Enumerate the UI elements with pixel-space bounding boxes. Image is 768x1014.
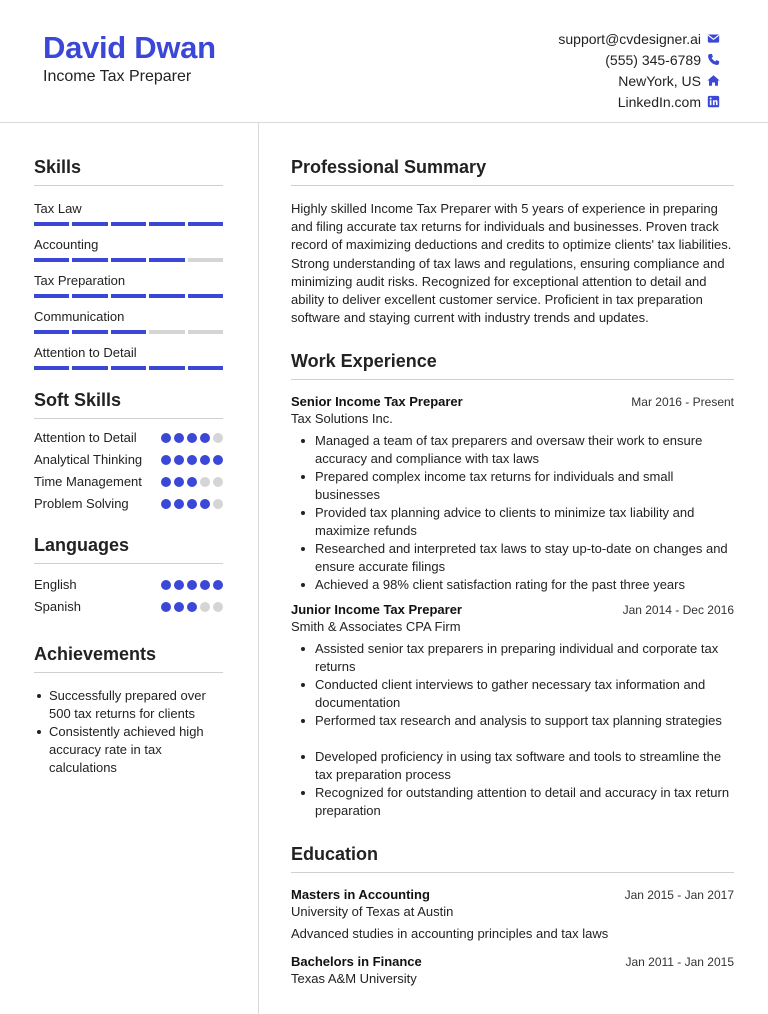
skill-name: Attention to Detail [34,345,137,360]
home-icon [707,74,720,87]
contact-linkedin-text: LinkedIn.com [617,93,701,110]
skills-section [34,157,223,370]
achievements-section [34,644,223,777]
education-description: Advanced studies in accounting principles and tax laws [291,926,609,942]
skill-level-bar [34,294,223,298]
education-header [291,954,734,969]
job-entry [291,394,734,594]
job-entry [291,602,734,820]
skill-level-segment [72,222,107,226]
education-school: University of Texas at Austin [291,904,454,920]
rating-dot [213,477,223,487]
skill-level-segment [188,258,223,262]
rating-dot [200,602,210,612]
rating-dot [213,455,223,465]
soft-skills-title: Soft Skills [34,390,223,419]
skill-level-segment [111,294,146,298]
rating-dot [213,499,223,509]
skill-name: Tax Preparation [34,273,126,288]
skills-list [34,200,223,370]
contact-email[interactable] [558,28,720,49]
job-bullet: Researched and interpreted tax laws to stay up-to-date on changes and ensure accurate filings [291,540,734,576]
skill-level-segment [149,222,184,226]
skill-level-segment [34,330,69,334]
job-bullet: Prepared complex income tax returns for individuals and small businesses [291,468,734,504]
rating-dot [200,455,210,465]
skill-level-segment [188,366,223,370]
right-column [291,123,734,986]
soft-skills-name: Time Management [34,474,142,489]
education-header [291,887,734,902]
skill-level-segment [72,258,107,262]
education-date: Jan 2011 - Jan 2015 [625,954,734,969]
work-section [291,351,734,820]
job-bullet: Conducted client interviews to gather necessary tax information and documentation [291,676,734,712]
rating-dot [187,580,197,590]
rating-dot [161,602,171,612]
soft-skills-item [34,473,223,491]
rating-dot [200,580,210,590]
soft-skills-name: Attention to Detail [34,430,137,445]
rating-dots [161,433,223,443]
job-bullets [291,432,734,594]
education-title: Education [291,844,734,873]
job-title: Junior Income Tax Preparer [291,602,462,618]
skill-level-segment [72,294,107,298]
rating-dots [161,499,223,509]
rating-dots [161,602,223,612]
resume-header [0,0,768,123]
skill-level-segment [149,366,184,370]
rating-dot [187,477,197,487]
languages-name: English [34,577,77,592]
job-bullets [291,640,734,820]
rating-dot [161,455,171,465]
skills-title: Skills [34,157,223,186]
rating-dot [187,455,197,465]
rating-dot [187,602,197,612]
work-list [291,394,734,820]
left-column [34,123,223,777]
rating-dot [200,433,210,443]
column-divider [258,123,259,1014]
job-company: Tax Solutions Inc. [291,411,393,427]
languages-item [34,598,223,616]
education-entry [291,954,734,986]
rating-dot [200,477,210,487]
achievements-title: Achievements [34,644,223,673]
skill-level-bar [34,330,223,334]
candidate-title: Income Tax Preparer [43,68,192,85]
summary-title: Professional Summary [291,157,734,186]
skill-item [34,236,223,262]
skill-item [34,308,223,334]
rating-dots [161,477,223,487]
education-list [291,887,734,985]
achievement-item: Consistently achieved high accuracy rate in tax calculations [34,723,223,777]
summary-section [291,157,734,327]
soft-skills-name: Analytical Thinking [34,452,143,467]
job-bullet: Assisted senior tax preparers in preparing individual and corporate tax returns [291,640,734,676]
contact-linkedin[interactable] [558,91,720,112]
job-bullet: Recognized for outstanding attention to detail and accuracy in tax return preparation [291,784,734,820]
skill-level-segment [34,294,69,298]
rating-dot [174,499,184,509]
skill-name: Communication [34,309,125,324]
skill-name: Accounting [34,237,99,252]
contact-list [558,28,720,112]
rating-dot [213,433,223,443]
job-bullet: Managed a team of tax preparers and oversaw their work to ensure accuracy and compliance with tax laws [291,432,734,468]
rating-dot [174,455,184,465]
linkedin-icon [707,95,720,108]
rating-dot [174,477,184,487]
skill-item [34,200,223,226]
job-header [291,602,734,617]
skill-level-segment [188,222,223,226]
phone-icon [707,53,720,66]
education-degree: Bachelors in Finance [291,953,422,969]
skill-level-segment [34,366,69,370]
languages-list [34,576,223,616]
envelope-icon [707,32,720,45]
job-bullet: Provided tax planning advice to clients to minimize tax liability and maximize refunds [291,504,734,540]
achievements-list [34,687,223,777]
languages-name: Spanish [34,599,81,614]
contact-phone-text: (555) 345-6789 [605,51,701,68]
education-entry [291,887,734,943]
soft-skills-item [34,495,223,513]
candidate-name: David Dwan [43,30,216,65]
summary-text: Highly skilled Income Tax Preparer with 5 years of experience in preparing and filing accurate tax returns for individuals and businesses. Proven track record of maximizing deductions and credits to optimize clients' tax liabilities. Strong understanding of tax laws and regulations, ensuring compliance and minimizing audit risks. Recognized for exceptional attention to detail and ability to deliver excellent customer service. Proficient in tax preparation software and staying current with industry trends and updates. [291,201,732,326]
job-header [291,394,734,409]
rating-dot [174,602,184,612]
job-bullet: Developed proficiency in using tax software and tools to streamline the tax preparation process [291,748,734,784]
languages-title: Languages [34,535,223,564]
skill-level-segment [188,330,223,334]
work-title: Work Experience [291,351,734,380]
soft-skills-section [34,390,223,513]
skill-level-bar [34,222,223,226]
soft-skills-name: Problem Solving [34,496,129,511]
achievement-item: Successfully prepared over 500 tax returns for clients [34,687,223,723]
contact-location [558,70,720,91]
contact-email-text: support@cvdesigner.ai [558,30,701,47]
skill-level-segment [111,222,146,226]
rating-dot [200,499,210,509]
job-date: Mar 2016 - Present [631,395,734,410]
skill-level-segment [72,330,107,334]
rating-dot [187,499,197,509]
job-date: Jan 2014 - Dec 2016 [622,603,734,618]
rating-dots [161,455,223,465]
job-bullet: Achieved a 98% client satisfaction rating for the past three years [291,576,734,594]
rating-dot [174,433,184,443]
skill-level-segment [149,294,184,298]
languages-item [34,576,223,594]
skill-level-segment [72,366,107,370]
job-title: Senior Income Tax Preparer [291,394,463,410]
skill-level-segment [34,258,69,262]
skill-level-segment [111,366,146,370]
education-date: Jan 2015 - Jan 2017 [624,888,734,903]
rating-dot [213,580,223,590]
education-section [291,844,734,985]
rating-dot [161,477,171,487]
skill-level-segment [149,258,184,262]
rating-dot [187,433,197,443]
soft-skills-item [34,429,223,447]
languages-section [34,535,223,616]
soft-skills-list [34,429,223,513]
rating-dot [161,433,171,443]
contact-location-text: NewYork, US [618,72,701,89]
skill-level-bar [34,366,223,370]
skill-name: Tax Law [34,201,82,216]
rating-dot [174,580,184,590]
education-school: Texas A&M University [291,970,417,986]
rating-dots [161,580,223,590]
rating-dot [161,499,171,509]
soft-skills-item [34,451,223,469]
skill-item [34,344,223,370]
rating-dot [213,602,223,612]
job-company: Smith & Associates CPA Firm [291,619,461,635]
rating-dot [161,580,171,590]
job-bullet: Performed tax research and analysis to support tax planning strategies [291,712,734,730]
skill-level-segment [34,222,69,226]
education-degree: Masters in Accounting [291,887,430,903]
skill-level-segment [111,330,146,334]
skill-item [34,272,223,298]
skill-level-segment [111,258,146,262]
skill-level-bar [34,258,223,262]
contact-phone[interactable] [558,49,720,70]
skill-level-segment [149,330,184,334]
skill-level-segment [188,294,223,298]
